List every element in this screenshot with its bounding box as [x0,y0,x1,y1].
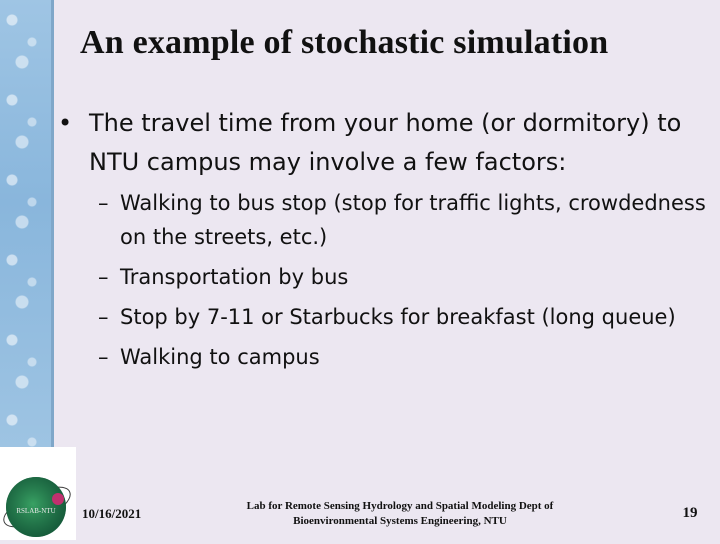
footer-lab-line2: Bioenvironmental Systems Engineering, NTU [293,515,507,527]
main-bullet [58,104,708,182]
list-item-text: Walking to bus stop (stop for traffic lights, crowdedness on the streets, etc.) [120,191,706,249]
dash-marker: – [98,265,109,289]
list-item [98,260,718,294]
footer-lab-name [222,499,578,529]
bullet-marker: • [58,109,73,137]
page-number: 19 [682,505,698,521]
list-item [98,340,718,374]
dash-marker: – [98,191,109,215]
dash-marker: – [98,345,109,369]
dash-marker: – [98,305,109,329]
decorative-left-bar [0,0,54,450]
lab-logo-graphic [0,447,76,540]
list-item [98,300,718,334]
lab-logo [0,447,76,540]
factor-list [98,186,718,380]
footer-date: 10/16/2021 [82,506,142,521]
logo-text: RSLAB-NTU [16,507,56,515]
satellite-dot [52,493,64,505]
list-item-text: Transportation by bus [120,265,349,289]
list-item-text: Stop by 7-11 or Starbucks for breakfast (long queue) [120,305,676,329]
main-bullet-text: The travel time from your home (or dormitory) to NTU campus may involve a few factors: [89,109,682,176]
footer-lab-line1: Lab for Remote Sensing Hydrology and Spatial Modeling Dept of [246,500,554,512]
list-item [98,186,718,254]
slide-title: An example of stochastic simulation [80,24,609,61]
list-item-text: Walking to campus [120,345,320,369]
